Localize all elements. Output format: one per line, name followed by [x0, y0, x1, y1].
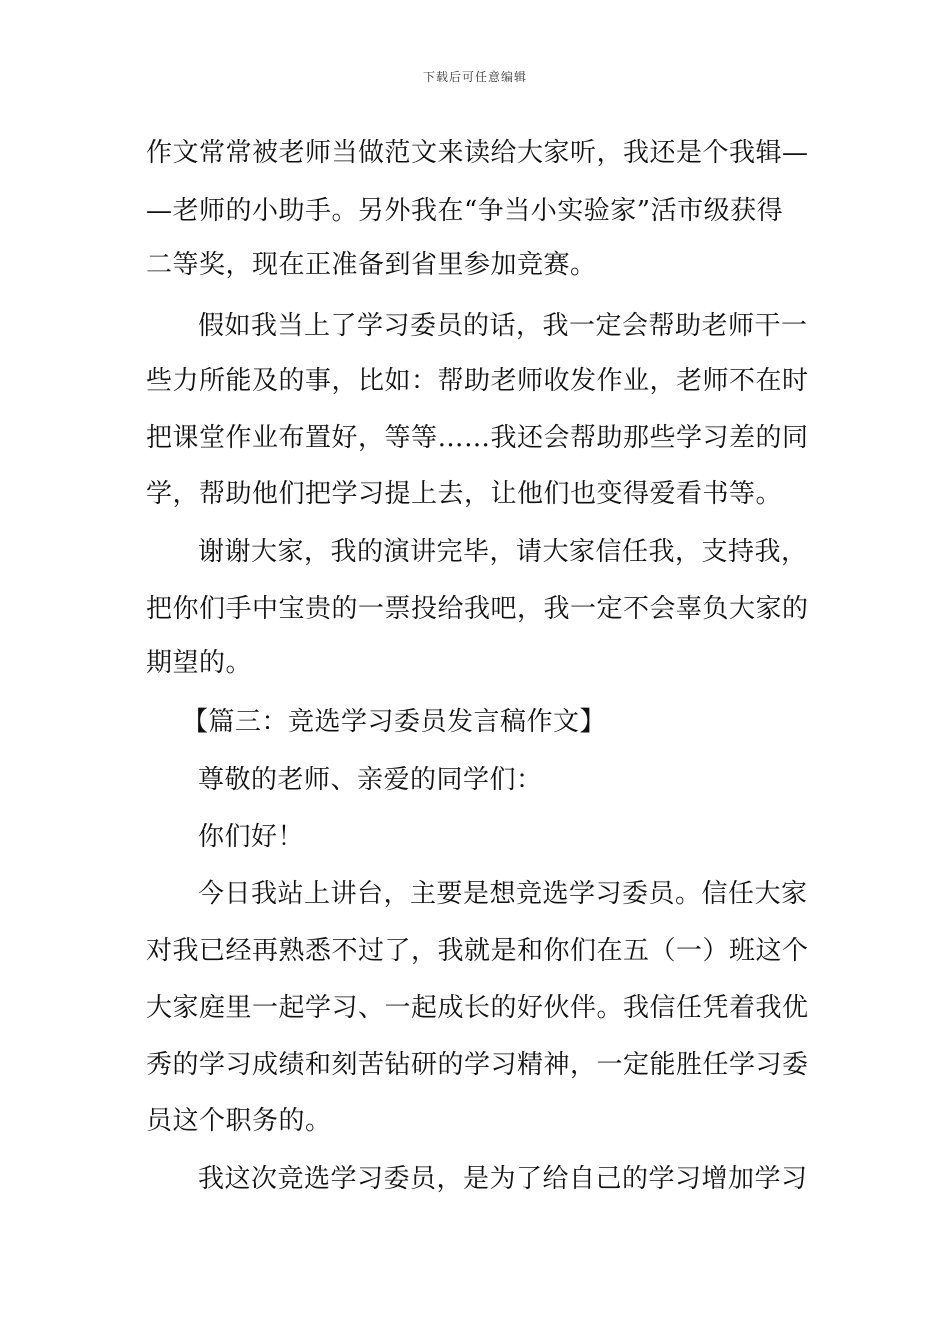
body-line: 对我已经再熟悉不过了，我就是和你们在五（一）班这个	[146, 936, 809, 966]
body-line: 假如我当上了学习委员的话，我一定会帮助老师干一	[198, 311, 808, 341]
body-line: 我这次竞选学习委员，是为了给自己的学习增加学习	[198, 1164, 808, 1194]
body-line: 作文常常被老师当做范文来读给大家听，我还是个我辑—	[146, 138, 809, 168]
body-line: 员这个职务的。	[146, 1106, 332, 1136]
section-heading: 【篇三：竞选学习委员发言稿作文】	[182, 707, 607, 737]
body-line: —老师的小助手。另外我在“争当小实验家”活市级获得	[146, 196, 784, 226]
greeting-line: 你们好！	[198, 822, 305, 852]
body-line: 谢谢大家，我的演讲完毕，请大家信任我，支持我，	[198, 537, 808, 567]
greeting-line: 尊敬的老师、亲爱的同学们：	[198, 765, 543, 795]
page-header: 下载后可任意编辑	[422, 70, 527, 84]
body-line: 些力所能及的事，比如：帮助老师收发作业，老师不在时	[146, 366, 809, 396]
body-line: 期望的。	[146, 648, 253, 678]
body-line: 学，帮助他们把学习提上去，让他们也变得爱看书等。	[146, 479, 783, 509]
body-line: 秀的学习成绩和刻苦钻研的学习精神，一定能胜任学习委	[146, 1050, 809, 1080]
body-line: 把你们手中宝贵的一票投给我吧，我一定不会辜负大家的	[146, 594, 809, 624]
body-line: 把课堂作业布置好，等等……我还会帮助那些学习差的同	[146, 423, 809, 453]
body-line: 今日我站上讲台，主要是想竞选学习委员。信任大家	[198, 879, 808, 909]
body-line: 大家庭里一起学习、一起成长的好伙伴。我信任凭着我优	[146, 993, 809, 1023]
body-line: 二等奖，现在正准备到省里参加竞赛。	[146, 250, 597, 280]
